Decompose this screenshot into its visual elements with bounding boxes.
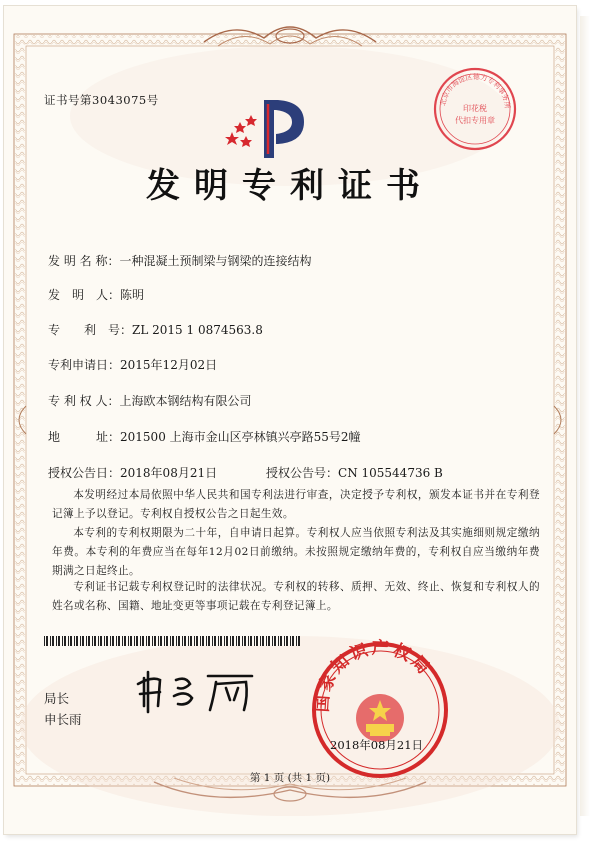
field-announcement-number bbox=[266, 464, 443, 481]
field-inventor bbox=[48, 286, 144, 303]
field-grant-date bbox=[48, 464, 217, 481]
certificate-number: 证书号第3043075号 bbox=[44, 93, 159, 107]
field-label: 发 明 名 称： bbox=[48, 254, 120, 268]
star-icon bbox=[225, 115, 257, 147]
official-seal bbox=[306, 636, 454, 784]
certificate-page bbox=[4, 6, 576, 834]
field-value: ZL 2015 1 0874563.8 bbox=[132, 323, 263, 337]
page-number: 第 1 页 (共 1 页) bbox=[249, 772, 331, 784]
field-value: 2018年08月21日 bbox=[120, 466, 218, 480]
field-label: 专 利 权 人： bbox=[48, 394, 120, 408]
tax-stamp bbox=[432, 66, 518, 152]
seal-date: 2018年08月21日 bbox=[330, 738, 424, 752]
national-emblem-icon bbox=[356, 694, 404, 742]
field-value: 一种混凝土预制梁与钢梁的连接结构 bbox=[119, 254, 312, 268]
field-label: 授权公告日： bbox=[48, 466, 121, 480]
field-label: 专利申请日： bbox=[48, 358, 121, 372]
field-label: 专 利 号： bbox=[48, 323, 133, 337]
field-filing-date bbox=[48, 356, 217, 373]
director-name: 申长雨 bbox=[44, 712, 82, 727]
director-signature bbox=[134, 666, 264, 716]
director-title: 局长 bbox=[44, 691, 70, 706]
field-value: 陈明 bbox=[120, 288, 145, 302]
field-label: 授权公告号： bbox=[266, 466, 339, 480]
field-label: 地 址： bbox=[48, 430, 121, 444]
seal-text: 国家知识产权局 bbox=[312, 638, 436, 713]
tax-stamp-outer-text: 北京市海淀区德力专利事务所 bbox=[439, 72, 512, 109]
field-patentee bbox=[48, 392, 251, 409]
paragraph-term: 本专利的专利权期限为二十年，自申请日起算。专利权人应当依照专利法及其实施细则规定缴纳年费。本专利的年费应当在每年12月02日前缴纳。未按照规定缴纳年费的，专利权自应当缴纳年费期满之日起终止。 bbox=[52, 527, 540, 577]
field-label: 发 明 人： bbox=[48, 288, 121, 302]
field-value: 201500 上海市金山区亭林镇兴亭路55号2幢 bbox=[120, 430, 361, 444]
barcode bbox=[44, 636, 300, 646]
field-invention-name bbox=[48, 252, 311, 269]
tax-stamp-line1: 印花税 bbox=[463, 104, 487, 113]
paragraph-grant: 本发明经过本局依照中华人民共和国专利法进行审查，决定授予专利权，颁发本证书并在专利登记簿上予以登记。专利权自授权公告之日起生效。 bbox=[52, 489, 540, 520]
patent-office-logo bbox=[224, 94, 314, 162]
field-address bbox=[48, 428, 361, 445]
field-value: CN 105544736 B bbox=[338, 466, 443, 480]
field-patent-number bbox=[48, 321, 263, 338]
field-value: 上海欧本钢结构有限公司 bbox=[119, 394, 252, 408]
tax-stamp-line2: 代扣专用章 bbox=[455, 116, 495, 125]
field-value: 2015年12月02日 bbox=[120, 358, 218, 372]
certificate-title: 发明专利证书 bbox=[146, 166, 434, 206]
paragraph-legal-status: 专利证书记载专利权登记时的法律状况。专利权的转移、质押、无效、终止、恢复和专利权人的姓名或名称、国籍、地址变更等事项记载在专利登记簿上。 bbox=[52, 581, 540, 612]
